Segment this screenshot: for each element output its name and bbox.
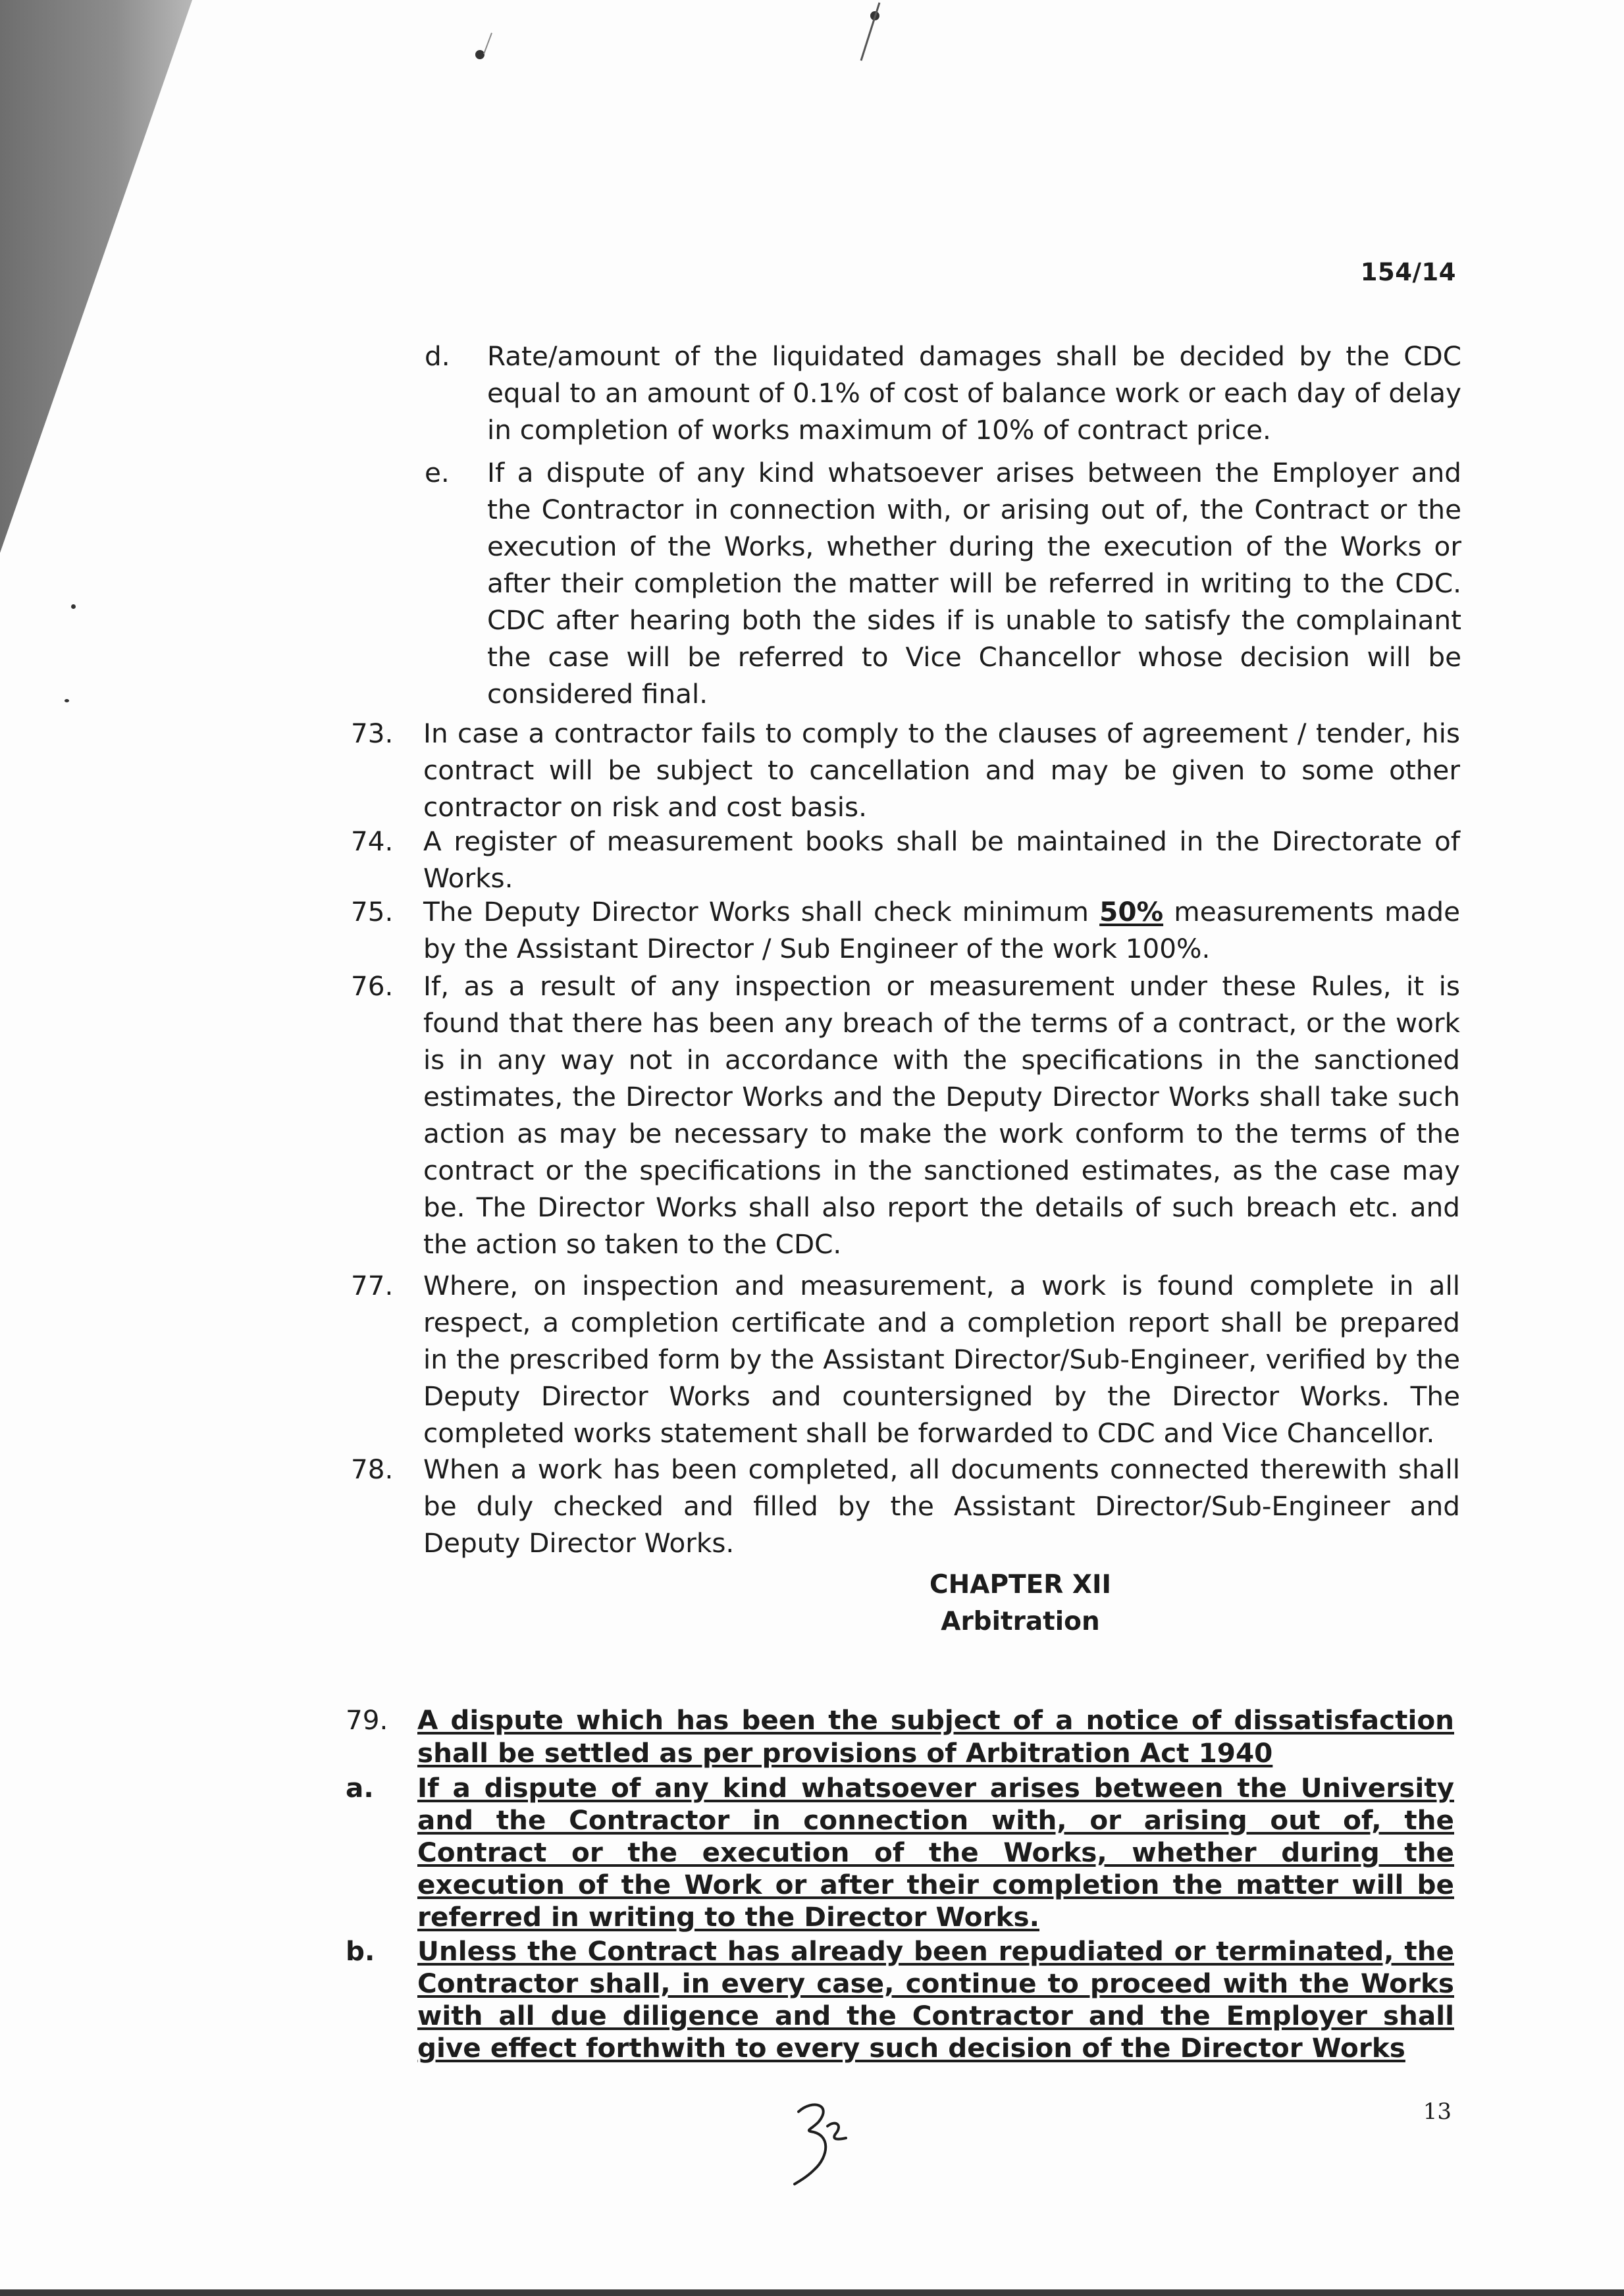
- item-marker: a.: [346, 1772, 374, 1804]
- item-marker: 75.: [351, 896, 394, 927]
- clause-78: When a work has been completed, all documents connected therewith shall be duly checked and filled by the Assistant Director/Sub-Engineer and Deputy Director Works.: [423, 1453, 1460, 1559]
- scan-shadow: [0, 0, 197, 560]
- item-marker: 74.: [351, 825, 394, 857]
- chapter-title: Arbitration: [941, 1607, 1100, 1636]
- clause-75-percentage: 50%: [1099, 896, 1164, 927]
- scan-speck: [71, 604, 76, 609]
- item-marker: e.: [425, 457, 450, 488]
- scan-bottom-edge: [0, 2289, 1624, 2296]
- item-marker: 77.: [351, 1270, 394, 1301]
- item-marker: 73.: [351, 718, 394, 749]
- clause-77: Where, on inspection and measurement, a work is found complete in all respect, a completion certificate and a completion report shall be prepared in the prescribed form by the Assistant Director/Sub-Engineer, verified by the Deputy Director Works and countersigned by the Director Works. The completed works statement shall be forwarded to CDC and Vice Chancellor.: [423, 1270, 1460, 1449]
- item-marker: d.: [425, 340, 450, 372]
- scan-speck: [65, 699, 69, 702]
- scan-pen-mark: [856, 0, 889, 66]
- page-number: 13: [1423, 2099, 1452, 2125]
- item-marker: 79.: [346, 1704, 388, 1736]
- item-marker: 76.: [351, 970, 394, 1002]
- item-marker: 78.: [351, 1453, 394, 1485]
- clause-liquidated-damages: Rate/amount of the liquidated damages shall be decided by the CDC equal to an amount of 0.1% of cost of balance work or each day of delay in completion of works maximum of 10% of contract price.: [487, 340, 1461, 446]
- clause-79b: Unless the Contract has already been repudiated or terminated, the Contractor shall, in every case, continue to proceed with the Works with all due diligence and the Contractor and the Employer shall give effect forthwith to every such decision of the Director Works: [417, 1935, 1454, 2064]
- handwritten-page-mark: [780, 2093, 859, 2192]
- clause-76: If, as a result of any inspection or measurement under these Rules, it is found that there has been any breach of the terms of a contract, or the work is in any way not in accordance with the specifications in the sanctioned estimates, the Director Works and the Deputy Director Works shall take such action as may be necessary to make the work conform to the terms of the contract or the specifications in the sanctioned estimates, as the case may be. The Director Works shall also report the details of such breach etc. and the action so taken to the CDC.: [423, 970, 1460, 1260]
- page-reference: 154/14: [1360, 258, 1456, 286]
- clause-75: [423, 893, 1460, 967]
- clause-79: A dispute which has been the subject of a notice of dissatisfaction shall be settled as per provisions of Arbitration Act 1940: [417, 1704, 1454, 1769]
- clause-74: A register of measurement books shall be maintained in the Directorate of Works.: [423, 825, 1460, 894]
- clause-79a: If a dispute of any kind whatsoever arises between the University and the Contractor in connection with, or arising out of, the Contract or the execution of the Works, whether during the execution of the Work or after their completion the matter will be referred in writing to the Director Works.: [417, 1772, 1454, 1933]
- scan-pen-mark: [477, 32, 497, 58]
- clause-75-text-before: The Deputy Director Works shall check minimum: [423, 896, 1100, 927]
- item-marker: b.: [346, 1935, 375, 1967]
- clause-dispute-cdc: If a dispute of any kind whatsoever arises between the Employer and the Contractor in connection with, or arising out of, the Contract or the execution of the Works, whether during the execution of the Works or after their completion the matter will be referred in writing to the CDC. CDC after hearing both the sides if is unable to satisfy the complainant the case will be referred to Vice Chancellor whose decision will be considered final.: [487, 457, 1461, 710]
- clause-73: In case a contractor fails to comply to the clauses of agreement / tender, his contract will be subject to cancellation and may be given to some other contractor on risk and cost basis.: [423, 718, 1460, 823]
- clause-75-text-after: measurements made by the Assistant Director / Sub Engineer of the work 100%.: [423, 896, 1461, 964]
- chapter-number: CHAPTER XII: [930, 1570, 1111, 1600]
